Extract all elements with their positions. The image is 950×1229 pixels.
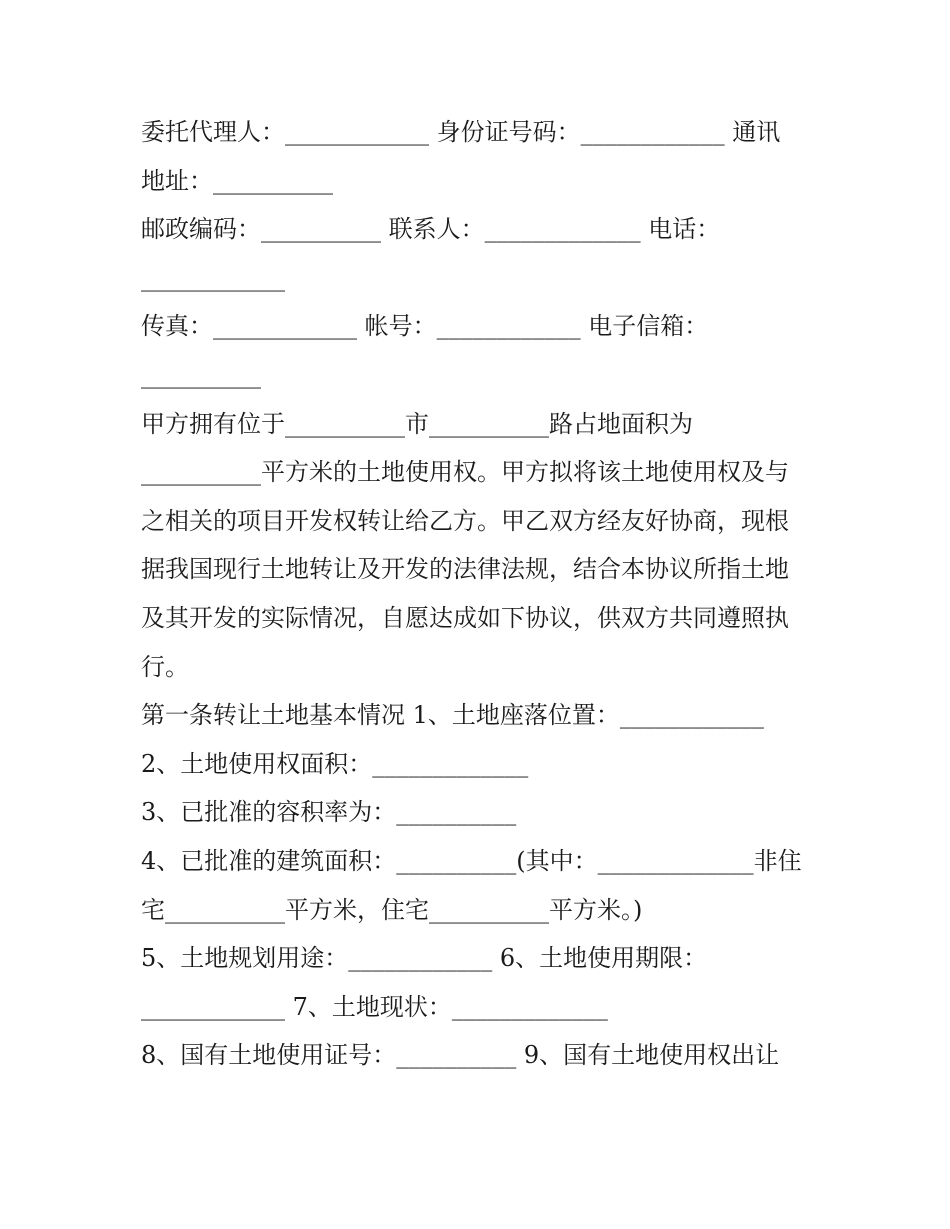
text-line: 3、已批准的容积率为：__________ xyxy=(141,798,517,827)
text-line: 8、国有土地使用证号：__________ 9、国有土地使用权出让 xyxy=(141,1041,780,1070)
text-line: 之相关的项目开发权转让给乙方。甲乙双方经友好协商，现根 xyxy=(141,506,789,535)
text-line: 及其开发的实际情况，自愿达成如下协议，供双方共同遵照执 xyxy=(141,603,789,632)
text-line: ____________ xyxy=(141,263,285,292)
text-line: 委托代理人：____________ 身份证号码：____________ 通讯 xyxy=(141,118,781,146)
text-line: 第一条转让土地基本情况 1、土地座落位置：____________ xyxy=(141,701,764,730)
text-line: 据我国现行土地转让及开发的法律法规，结合本协议所指土地 xyxy=(141,555,789,584)
text-line: 5、土地规划用途：____________ 6、土地使用期限： xyxy=(141,944,708,973)
text-line: 4、已批准的建筑面积：__________(其中：_____________非住 xyxy=(141,846,802,875)
text-line: 地址：__________ xyxy=(141,166,333,195)
text-line: 行。 xyxy=(141,652,189,681)
document-body xyxy=(141,108,821,1080)
text-line: 宅__________平方米，住宅__________平方米。) xyxy=(141,895,643,924)
text-line: 2、土地使用权面积：_____________ xyxy=(141,749,529,778)
text-line: __________ xyxy=(141,360,261,389)
text-line: 传真：____________ 帐号：____________ 电子信箱： xyxy=(141,312,709,341)
text-line: __________平方米的土地使用权。甲方拟将该土地使用权及与 xyxy=(141,458,789,487)
text-line: 甲方拥有位于__________市__________路占地面积为 xyxy=(141,409,693,438)
text-line: 邮政编码：__________ 联系人：_____________ 电话： xyxy=(141,215,721,244)
text-line: ____________ 7、土地现状：_____________ xyxy=(141,992,608,1021)
